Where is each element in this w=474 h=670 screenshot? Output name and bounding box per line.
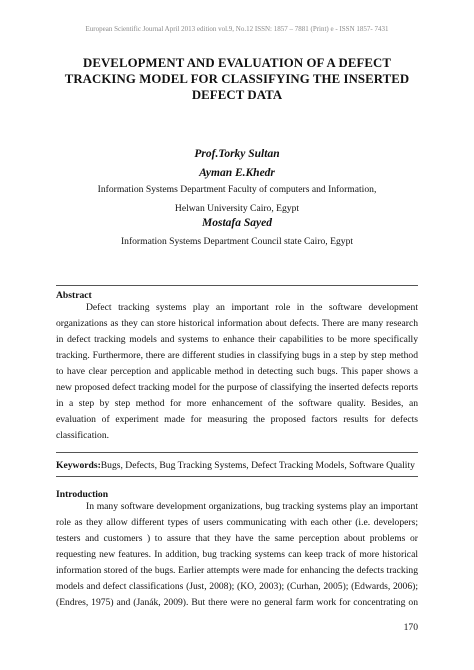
author-name: Prof.Torky Sultan	[194, 148, 280, 160]
introduction-line: information stored of the bugs. Earlier attempts were made for enhancing the defects tracking	[56, 565, 418, 576]
title-line: DEFECT DATA	[191, 88, 283, 102]
abstract-line: organizations as they can store historical information about defects. There are many research	[56, 318, 418, 329]
title-line: TRACKING MODEL FOR CLASSIFYING THE INSERTED	[64, 72, 410, 86]
keywords-line	[56, 460, 418, 471]
keywords-top-rule	[56, 452, 418, 453]
author-affiliation: Information Systems Department Faculty of computers and Information,	[97, 184, 377, 195]
abstract-line: evaluation of experiment made for measuring the proposed factors results for defects	[56, 414, 418, 425]
introduction-line: (Endres, 1975) and (Janák, 2009). But there were no general farm work for concentrating on	[56, 597, 418, 608]
abstract-line: to have clear perception and applicable method in detecting such bugs. This paper shows a	[56, 366, 418, 377]
running-head: European Scientific Journal April 2013 edition vol.9, No.12 ISSN: 1857 – 7881 (Print) e - ISSN 1857- 7431	[85, 25, 389, 33]
introduction-line: role as they allow different types of users communicating with each other (i.e. developers;	[56, 517, 418, 528]
introduction-line: models and defect classifications (Just, 2008); (KO, 2003); (Curhan, 2005); (Edwards, 2006);	[56, 581, 418, 592]
author-name: Ayman E.Khedr	[199, 167, 275, 179]
abstract-line: classification.	[56, 430, 110, 441]
author-name: Mostafa Sayed	[202, 217, 272, 229]
keywords-bottom-rule	[56, 476, 418, 477]
abstract-top-rule	[56, 285, 418, 286]
author-affiliation: Information Systems Department Council state Cairo, Egypt	[120, 236, 354, 247]
abstract-line: Defect tracking systems play an important role in the software development	[86, 302, 418, 313]
abstract-line: new proposed defect tracking model for the purpose of classifying the inserted defects reports	[56, 382, 418, 393]
keywords-text: Bugs, Defects, Bug Tracking Systems, Defect Tracking Models, Software Quality	[100, 460, 415, 471]
abstract-line: in a step by step method for more enhancement of the software quality. Besides, an	[56, 398, 418, 409]
abstract-line: tracking. Furthermore, there are different studies in classifying bugs in a step by step method	[56, 350, 418, 361]
keywords-label: Keywords:	[56, 460, 101, 471]
page-number: 170	[403, 622, 418, 633]
introduction-line: testers and customers ) to assure that they have the same perception about problems or	[56, 533, 418, 544]
title-line: DEVELOPMENT AND EVALUATION OF A DEFECT	[82, 56, 391, 70]
abstract-line: in defect tracking models and systems to enhance their capabilities to be more specifically	[56, 334, 418, 345]
introduction-heading: Introduction	[56, 489, 109, 500]
abstract-heading: Abstract	[56, 290, 92, 301]
author-affiliation: Helwan University Cairo, Egypt	[174, 203, 300, 214]
paper-title	[40, 55, 434, 103]
introduction-line: requesting new features. In addition, bug tracking systems can keep track of more historical	[56, 549, 418, 560]
introduction-line: In many software development organizations, bug tracking systems play an important	[86, 501, 418, 512]
